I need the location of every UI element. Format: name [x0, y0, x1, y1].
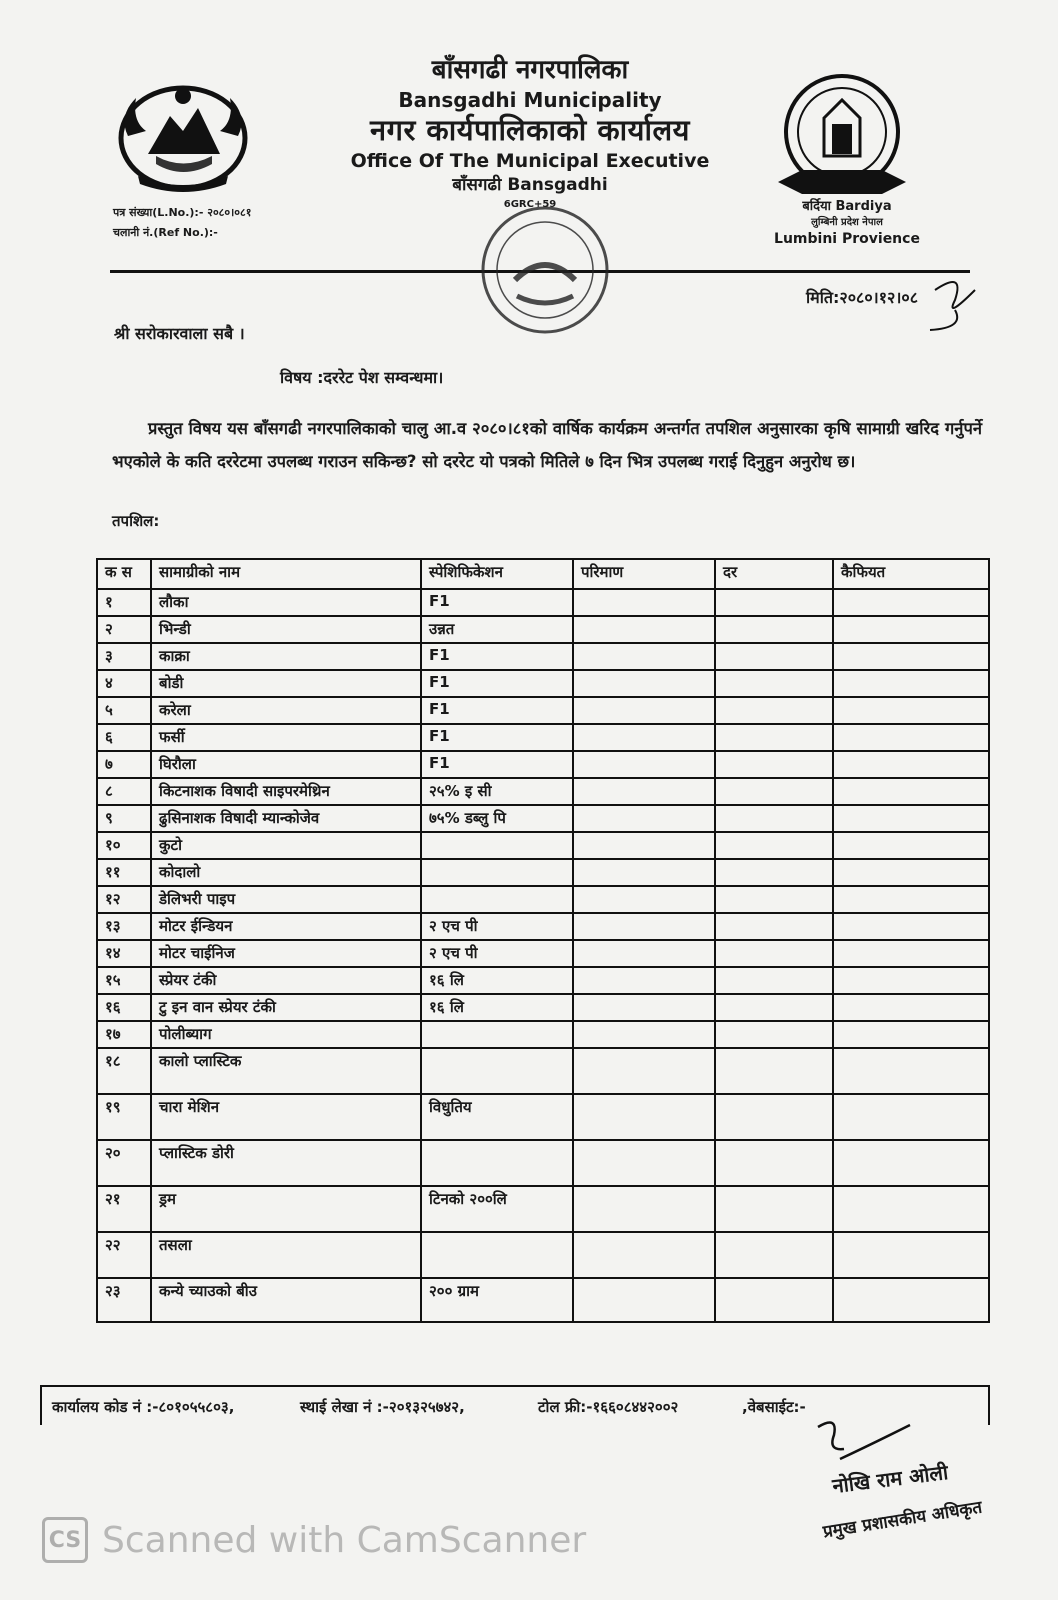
item-name-cell: कुटो [151, 832, 421, 859]
rate-cell [715, 940, 833, 967]
recipient: श्री सरोकारवाला सबै । [114, 324, 245, 343]
quantity-cell [573, 967, 715, 994]
serial-cell: १९ [97, 1094, 151, 1140]
letter-body [112, 412, 982, 478]
quantity-cell [573, 832, 715, 859]
serial-cell: ३ [97, 643, 151, 670]
table-row [97, 670, 989, 697]
office-stamp-icon [455, 200, 635, 350]
remarks-cell [833, 1094, 989, 1140]
quantity-cell [573, 697, 715, 724]
item-name-cell: मोटर ईन्डियन [151, 913, 421, 940]
item-name-cell: तसला [151, 1232, 421, 1278]
serial-cell: २१ [97, 1186, 151, 1232]
rate-cell [715, 1278, 833, 1322]
table-row [97, 859, 989, 886]
specification-cell: २५% इ सी [421, 778, 573, 805]
table-row [97, 805, 989, 832]
item-name-cell: डेलिभरी पाइप [151, 886, 421, 913]
rate-cell [715, 1140, 833, 1186]
quantity-cell [573, 1278, 715, 1322]
column-header: दर [715, 559, 833, 589]
quantity-cell [573, 805, 715, 832]
quantity-cell [573, 616, 715, 643]
quantity-cell [573, 913, 715, 940]
quantity-cell [573, 859, 715, 886]
remarks-cell [833, 886, 989, 913]
table-row [97, 832, 989, 859]
specification-cell: F1 [421, 751, 573, 778]
remarks-cell [833, 670, 989, 697]
item-name-cell: पोलीब्याग [151, 1021, 421, 1048]
items-table [96, 558, 990, 1323]
remarks-cell [833, 832, 989, 859]
remarks-cell [833, 724, 989, 751]
column-header: परिमाण [573, 559, 715, 589]
letter-body-text: प्रस्तुत विषय यस बाँसगढी नगरपालिकाको चालु आ.व २०८०।८१को वार्षिक कार्यक्रम अन्तर्गत तपशिल अनुसारका कृषि सामाग्री खरिद गर्नुपर्ने भएकोले के कति दररेटमा उपलब्ध गराउन सकिन्छ? सो दररेट यो पत्रको मितिले ७ दिन भित्र उपलब्ध गराई दिनुहुन अनुरोध छ। [112, 419, 982, 471]
item-name-cell: चारा मेशिन [151, 1094, 421, 1140]
camscanner-text: Scanned with CamScanner [102, 1519, 587, 1561]
table-row [97, 1140, 989, 1186]
rate-cell [715, 1021, 833, 1048]
items-table-body [97, 589, 989, 1322]
rate-cell [715, 913, 833, 940]
column-header: सामाग्रीको नाम [151, 559, 421, 589]
quantity-cell [573, 886, 715, 913]
serial-cell: १३ [97, 913, 151, 940]
table-row [97, 1186, 989, 1232]
rate-cell [715, 1048, 833, 1094]
item-name-cell: काक्रा [151, 643, 421, 670]
serial-cell: २० [97, 1140, 151, 1186]
table-row [97, 1278, 989, 1322]
table-row [97, 589, 989, 616]
rate-cell [715, 724, 833, 751]
specification-cell: F1 [421, 724, 573, 751]
column-header: क स [97, 559, 151, 589]
rate-cell [715, 1186, 833, 1232]
rate-cell [715, 886, 833, 913]
serial-cell: ७ [97, 751, 151, 778]
quantity-cell [573, 1186, 715, 1232]
rate-cell [715, 1094, 833, 1140]
remarks-cell [833, 589, 989, 616]
plus-code: 6GRC+59 [503, 198, 557, 210]
table-row [97, 616, 989, 643]
quantity-cell [573, 1094, 715, 1140]
remarks-cell [833, 994, 989, 1021]
letter-number: पत्र संख्या(L.No.):- २०८०।०८१ [113, 206, 252, 219]
quantity-cell [573, 1048, 715, 1094]
quantity-cell [573, 589, 715, 616]
details-label: तपशिल: [112, 512, 160, 530]
municipality-emblem-icon [772, 70, 912, 210]
remarks-cell [833, 697, 989, 724]
serial-cell: १६ [97, 994, 151, 1021]
column-header: स्पेशिफिकेशन [421, 559, 573, 589]
item-name-cell: टु इन वान स्प्रेयर टंकी [151, 994, 421, 1021]
specification-cell: टिनको २००लि [421, 1186, 573, 1232]
quantity-cell [573, 940, 715, 967]
specification-cell: F1 [421, 643, 573, 670]
specification-cell [421, 1048, 573, 1094]
item-name-cell: प्लास्टिक डोरी [151, 1140, 421, 1186]
item-name-cell: भिन्डी [151, 616, 421, 643]
remarks-cell [833, 778, 989, 805]
table-row [97, 967, 989, 994]
remarks-cell [833, 643, 989, 670]
quantity-cell [573, 778, 715, 805]
column-header: कैफियत [833, 559, 989, 589]
serial-cell: ९ [97, 805, 151, 832]
toll-free-number: टोल फ्री:-१६६०८४४२००२ [538, 1398, 679, 1416]
signatory-title: प्रमुख प्रशासकीय अधिकृत [821, 1497, 984, 1543]
specification-cell: विधुतिय [421, 1094, 573, 1140]
office-code: कार्यालय कोड नं :-८०१०५५८०३, [52, 1398, 235, 1416]
office-name-en: Office Of The Municipal Executive [350, 150, 710, 173]
serial-cell: १२ [97, 886, 151, 913]
province-np-label: लुम्बिनी प्रदेश नेपाल [811, 217, 883, 228]
specification-cell: ७५% डब्लु पि [421, 805, 573, 832]
table-row [97, 1021, 989, 1048]
remarks-cell [833, 751, 989, 778]
serial-cell: ४ [97, 670, 151, 697]
rate-cell [715, 832, 833, 859]
table-row [97, 697, 989, 724]
serial-cell: १ [97, 589, 151, 616]
date-initial-signature-icon [925, 270, 985, 340]
serial-cell: २३ [97, 1278, 151, 1322]
quantity-cell [573, 1021, 715, 1048]
rate-cell [715, 670, 833, 697]
table-row [97, 751, 989, 778]
remarks-cell [833, 805, 989, 832]
remarks-cell [833, 859, 989, 886]
rate-cell [715, 751, 833, 778]
specification-cell: F1 [421, 670, 573, 697]
item-name-cell: किटनाशक विषादी साइपरमेथ्रिन [151, 778, 421, 805]
remarks-cell [833, 1278, 989, 1322]
table-row [97, 724, 989, 751]
specification-cell: १६ लि [421, 967, 573, 994]
district-label: बर्दिया Bardiya [802, 199, 892, 214]
quantity-cell [573, 751, 715, 778]
remarks-cell [833, 913, 989, 940]
remarks-cell [833, 616, 989, 643]
quantity-cell [573, 670, 715, 697]
specification-cell [421, 886, 573, 913]
rate-cell [715, 778, 833, 805]
table-row [97, 778, 989, 805]
rate-cell [715, 1232, 833, 1278]
remarks-cell [833, 1140, 989, 1186]
rate-cell [715, 589, 833, 616]
quantity-cell [573, 724, 715, 751]
rate-cell [715, 967, 833, 994]
item-name-cell: कालो प्लास्टिक [151, 1048, 421, 1094]
item-name-cell: मोटर चाईनिज [151, 940, 421, 967]
serial-cell: ८ [97, 778, 151, 805]
item-name-cell: कन्ये च्याउको बीउ [151, 1278, 421, 1322]
rate-cell [715, 697, 833, 724]
remarks-cell [833, 1021, 989, 1048]
table-row [97, 913, 989, 940]
rate-cell [715, 643, 833, 670]
nepal-emblem-icon [108, 76, 258, 196]
specification-cell [421, 1232, 573, 1278]
specification-cell: २ एच पी [421, 940, 573, 967]
pan-number: स्थाई लेखा नं :-२०१३२५७४२, [300, 1398, 465, 1416]
municipality-name-np: बाँसगढी नगरपालिका [431, 55, 629, 85]
remarks-cell [833, 967, 989, 994]
specification-cell: १६ लि [421, 994, 573, 1021]
province-en-label: Lumbini Provience [774, 231, 920, 247]
table-row [97, 1094, 989, 1140]
specification-cell [421, 1140, 573, 1186]
table-row [97, 1048, 989, 1094]
item-name-cell: घिरौला [151, 751, 421, 778]
table-header-row [97, 559, 989, 589]
serial-cell: १५ [97, 967, 151, 994]
specification-cell: उन्नत [421, 616, 573, 643]
table-row [97, 940, 989, 967]
item-name-cell: ड्रम [151, 1186, 421, 1232]
quantity-cell [573, 1140, 715, 1186]
serial-cell: १० [97, 832, 151, 859]
subject-line: विषय :दररेट पेश सम्वन्धमा। [280, 368, 444, 387]
serial-cell: ११ [97, 859, 151, 886]
serial-cell: १४ [97, 940, 151, 967]
signatory-name: नोखि राम ओली [831, 1460, 950, 1498]
camscanner-watermark [42, 1515, 586, 1565]
municipality-name-en: Bansgadhi Municipality [398, 87, 662, 112]
specification-cell: २०० ग्राम [421, 1278, 573, 1322]
letterhead [300, 56, 760, 210]
camscanner-logo-icon: CS [42, 1517, 88, 1563]
remarks-cell [833, 940, 989, 967]
rate-cell [715, 994, 833, 1021]
item-name-cell: करेला [151, 697, 421, 724]
rate-cell [715, 616, 833, 643]
item-name-cell: स्प्रेयर टंकी [151, 967, 421, 994]
specification-cell [421, 1021, 573, 1048]
item-name-cell: फर्सी [151, 724, 421, 751]
quantity-cell [573, 1232, 715, 1278]
reference-number: चलानी नं.(Ref No.):- [113, 226, 218, 239]
specification-cell: F1 [421, 589, 573, 616]
table-row [97, 643, 989, 670]
rate-cell [715, 805, 833, 832]
item-name-cell: ढुसिनाशक विषादी म्यान्कोजेव [151, 805, 421, 832]
office-place: बाँसगढी Bansgadhi [452, 175, 608, 196]
specification-cell [421, 859, 573, 886]
serial-cell: २ [97, 616, 151, 643]
serial-cell: २२ [97, 1232, 151, 1278]
serial-cell: ६ [97, 724, 151, 751]
remarks-cell [833, 1186, 989, 1232]
rate-cell [715, 859, 833, 886]
specification-cell: २ एच पी [421, 913, 573, 940]
specification-cell [421, 832, 573, 859]
remarks-cell [833, 1232, 989, 1278]
specification-cell: F1 [421, 697, 573, 724]
serial-cell: १७ [97, 1021, 151, 1048]
item-name-cell: लौका [151, 589, 421, 616]
serial-cell: १८ [97, 1048, 151, 1094]
office-name-np: नगर कार्यपालिकाको कार्यालय [370, 112, 690, 147]
table-row [97, 994, 989, 1021]
remarks-cell [833, 1048, 989, 1094]
quantity-cell [573, 994, 715, 1021]
item-name-cell: बोडी [151, 670, 421, 697]
website: ,वेबसाईट:- [742, 1398, 806, 1416]
serial-cell: ५ [97, 697, 151, 724]
letter-date: मिति:२०८०।१२।०८ [806, 288, 919, 307]
quantity-cell [573, 643, 715, 670]
table-row [97, 886, 989, 913]
item-name-cell: कोदालो [151, 859, 421, 886]
table-row [97, 1232, 989, 1278]
